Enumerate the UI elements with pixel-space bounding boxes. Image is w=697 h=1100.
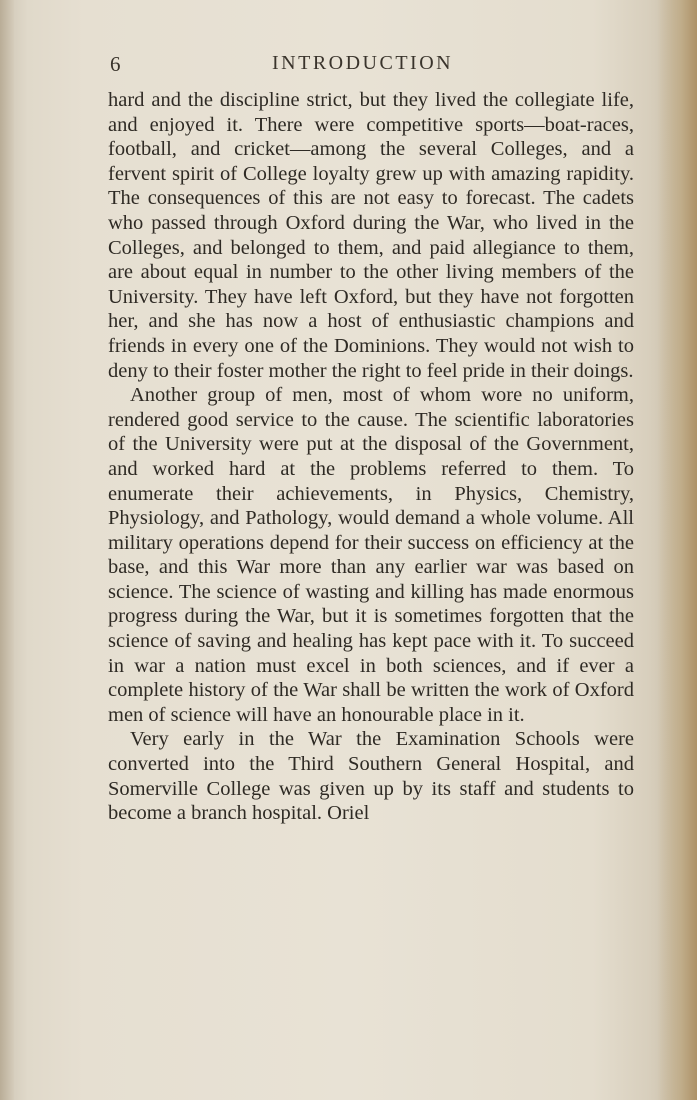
running-head: INTRODUCTION: [272, 52, 454, 74]
body-text: [108, 88, 634, 826]
paragraph-hospitals: Very early in the War the Examination Schools were converted into the Third Southern General Hospital, and Somerville College was given up by its staff and students to become a branch hospital. Oriel: [108, 728, 634, 825]
page-number: 6: [110, 52, 121, 76]
paragraph-scientific-laboratories: Another group of men, most of whom wore no uniform, rendered good service to the cause. The scientific laboratories of the University were put at the disposal of the Government, and worked hard at the problems referred to them. To enumerate their achievements, in Physics, Chemistry, Physiology, and Pathology, would demand a whole volume. All military operations depend for their success on efficiency at the base, and this War more than any earlier war was based on science. The science of wasting and killing has made enormous progress during the War, but it is sometimes forgotten that the science of saving and healing has kept pace with it. To succeed in war a nation must excel in both sciences, and if ever a complete history of the War shall be written the work of Oxford men of science will have an honourable place in it.: [108, 384, 634, 726]
page-left-edge: [0, 0, 14, 1100]
paragraph-continued: hard and the discipline strict, but they lived the collegiate life, and enjoyed it. There were competitive sports—boat-races, football, and cricket—among the several Colleges, and a fervent spirit of College loyalty grew up with amazing rapidity. The consequences of this are not easy to forecast. The cadets who passed through Oxford during the War, who lived in the Colleges, and belonged to them, and paid allegiance to them, are about equal in number to the other living members of the University. They have left Oxford, but they have not forgotten her, and she has now a host of enthusiastic champions and friends in every one of the Dominions. They would not wish to deny to their foster mother the right to feel pride in their doings.: [108, 89, 634, 382]
page-right-edge-shadow: [657, 0, 697, 1100]
